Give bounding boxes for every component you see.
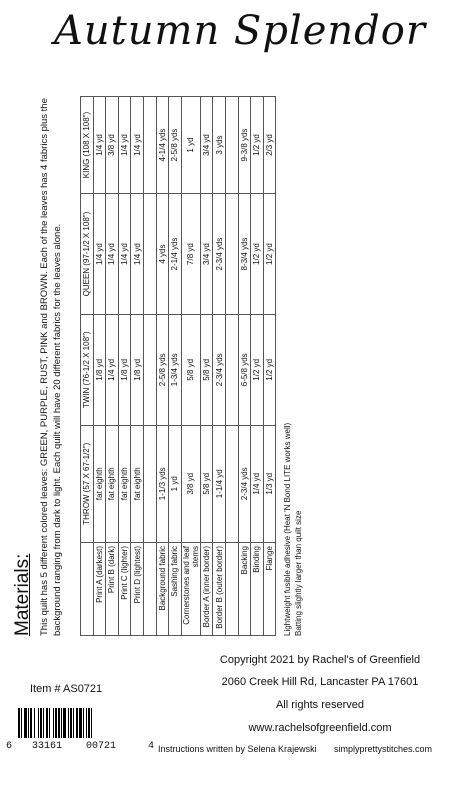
table-row [251,97,264,636]
table-cell: 1/2 yd [263,194,276,315]
table-row [143,97,156,636]
table-cell: 1-3/4 yds [169,315,182,425]
materials-intro: This quilt has 5 different colored leaves: GREEN, PURPLE, RUST, PINK and BROWN. Each of the leaves has 4 fabrics plus the background ranging from dark to light. Each quilt will have 20 different fabrics for the leaves alone. [39,98,63,636]
table-cell: 6-5/8 yds [238,315,251,425]
table-cell: 4-1/4 yds [156,97,169,194]
row-label: Print D (lightest) [131,543,144,636]
table-cell: 1/8 yd [118,315,131,425]
table-row [118,97,131,636]
table-cell: 1/8 yd [93,315,106,425]
table-cell: 1/4 yd [118,97,131,194]
table-cell: 5/8 yd [200,425,213,542]
rights: All rights reserved [275,699,365,711]
table-row [106,97,119,636]
row-label: Sashing fabric [169,543,182,636]
table-cell: 1 yd [169,425,182,542]
table-cell: 1/2 yd [251,315,264,425]
barcode-digit-last: 4 [148,741,155,752]
table-row [200,97,213,636]
row-label [143,543,156,636]
table-cell: 2-3/4 yds [213,315,226,425]
barcode-digits-left: 33161 [32,741,63,752]
table-cell [143,194,156,315]
credits-website: simplyprettystitches.com [334,744,433,754]
table-cell: fat eighth [106,425,119,542]
barcode-bar [92,708,94,738]
table-row [156,97,169,636]
item-number: Item # AS0721 [30,683,103,695]
table-cell: 2-5/8 yds [169,97,182,194]
table-row [213,97,226,636]
table-cell: 7/8 yd [181,194,200,315]
table-cell: 3/8 yd [106,97,119,194]
address: 2060 Creek Hill Rd, Lancaster PA 17601 [221,676,419,688]
table-cell: 8-3/4 yds [238,194,251,315]
table-cell: fat eighth [118,425,131,542]
note-batting: Batting slightly larger than quilt size [294,510,303,636]
table-cell: 3/4 yd [200,97,213,194]
table-cell: 1/8 yd [131,315,144,425]
table-cell: 1/4 yd [106,315,119,425]
row-label: Cornerstones and leaf stems [181,543,200,636]
column-header: KING (108 X 108") [81,97,94,194]
table-cell: 1/4 yd [131,194,144,315]
table-cell: 3/8 yd [181,425,200,542]
table-cell: 1/2 yd [251,97,264,194]
row-label: Print B (dark) [106,543,119,636]
table-cell: 2/3 yd [263,97,276,194]
row-label: Border B (outer border) [213,543,226,636]
table-cell: 1-1/3 yds [156,425,169,542]
table-cell: 2-1/4 yds [169,194,182,315]
table-cell: 1/2 yd [251,194,264,315]
table-row [225,97,238,636]
table-row [131,97,144,636]
table-cell: 1/4 yd [93,194,106,315]
table-cell: 1/4 yd [93,97,106,194]
row-label: Binding [251,543,264,636]
barcode-digits-right: 00721 [86,741,117,752]
row-label: Print A (darkest) [93,543,106,636]
materials-table [80,96,276,636]
barcode [18,708,148,738]
table-cell [225,315,238,425]
table-cell: 9-3/8 yds [238,97,251,194]
column-header: TWIN (76-1/2 X 108") [81,315,94,425]
materials-notes [282,423,304,636]
table-cell: 4 yds [156,194,169,315]
materials-heading: Materials: [12,553,33,636]
table-cell: 2-5/8 yds [156,315,169,425]
table-cell: 3/4 yd [200,194,213,315]
table-cell: 1/2 yd [263,315,276,425]
credits: Instructions written by Selena Krajewski [158,744,317,754]
barcode-digit-first: 6 [6,741,13,752]
table-cell [143,315,156,425]
table-cell: 1/4 yd [131,97,144,194]
row-label: Background fabric [156,543,169,636]
note-adhesive: Lightweight fusible adhesive (Heat 'N Bond LITE works well) [283,422,292,636]
row-label: Print C (lighter) [118,543,131,636]
table-cell: 1/4 yd [251,425,264,542]
table-cell: 1 yd [181,97,200,194]
table-row [238,97,251,636]
website: www.rachelsofgreenfield.com [248,722,392,734]
table-row [169,97,182,636]
table-cell [143,97,156,194]
table-cell [225,194,238,315]
copyright: Copyright 2021 by Rachel's of Greenfield [219,654,421,666]
table-row [181,97,200,636]
table-cell: fat eighth [93,425,106,542]
table-cell [143,425,156,542]
table-cell: fat eighth [131,425,144,542]
table-row [93,97,106,636]
table-cell: 3 yds [213,97,226,194]
column-header [81,543,94,636]
table-cell [225,425,238,542]
table-cell: 1-1/4 yd [213,425,226,542]
row-label: Border A (inner border) [200,543,213,636]
column-header: THROW (57 X 67-1/2") [81,425,94,542]
table-cell: 5/8 yd [200,315,213,425]
row-label: Backing [238,543,251,636]
table-cell: 1/4 yd [118,194,131,315]
table-cell: 1/3 yd [263,425,276,542]
table-cell [225,97,238,194]
row-label [225,543,238,636]
page-title: Autumn Splendor [54,8,426,54]
column-header: QUEEN (97-1/2 X 108") [81,194,94,315]
table-cell: 1/4 yd [106,194,119,315]
row-label: Flange [263,543,276,636]
table-cell: 2-3/4 yds [238,425,251,542]
materials-panel [12,88,312,644]
table-row [263,97,276,636]
table-cell: 2-3/4 yds [213,194,226,315]
table-cell: 5/8 yd [181,315,200,425]
